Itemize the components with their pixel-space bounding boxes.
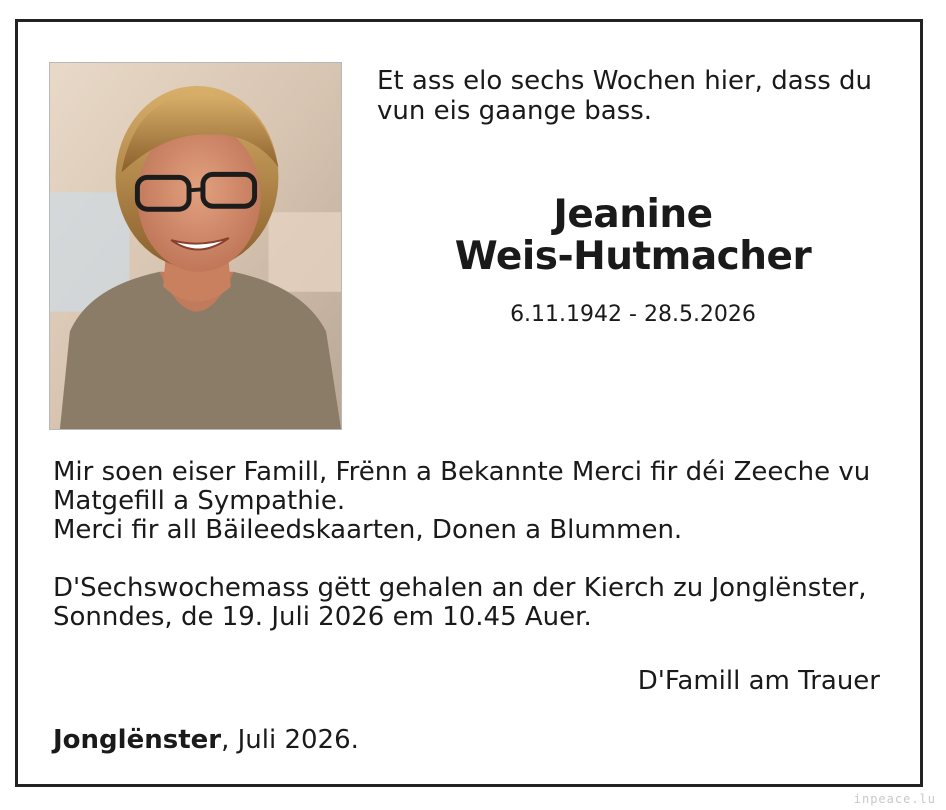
place-date-line [53,725,359,755]
signature: D'Famill am Trauer [637,666,880,696]
portrait-photo [49,62,342,430]
message-body [53,458,913,632]
place-name: Jonglënster [53,725,222,755]
portrait-illustration [50,63,341,429]
obituary-notice [15,19,923,787]
watermark: inpeace.lu [853,792,936,806]
mass-announcement: D'Sechswochemass gëtt gehalen an der Kierch zu Jonglënster, Sonndes, de 19. Juli 2026 em 10.45 Auer. [53,573,867,632]
thanks-line-2: Merci fir all Bäileedskaarten, Donen a Blummen. [53,515,683,545]
paragraph-gap [53,545,913,574]
deceased-first-name: Jeanine [553,192,713,237]
deceased-last-name: Weis-Hutmacher [454,234,812,279]
deceased-block [378,194,888,328]
thanks-line-1: Mir soen eiser Famill, Frënn a Bekannte Merci fir déi Zeeche vu Matgefill a Sympathie. [53,457,871,516]
intro-text: Et ass elo sechs Wochen hier, dass du vun eis gaange bass. [377,66,872,126]
date-text: , Juli 2026. [221,725,359,755]
life-dates: 6.11.1942 - 28.5.2026 [510,302,756,327]
